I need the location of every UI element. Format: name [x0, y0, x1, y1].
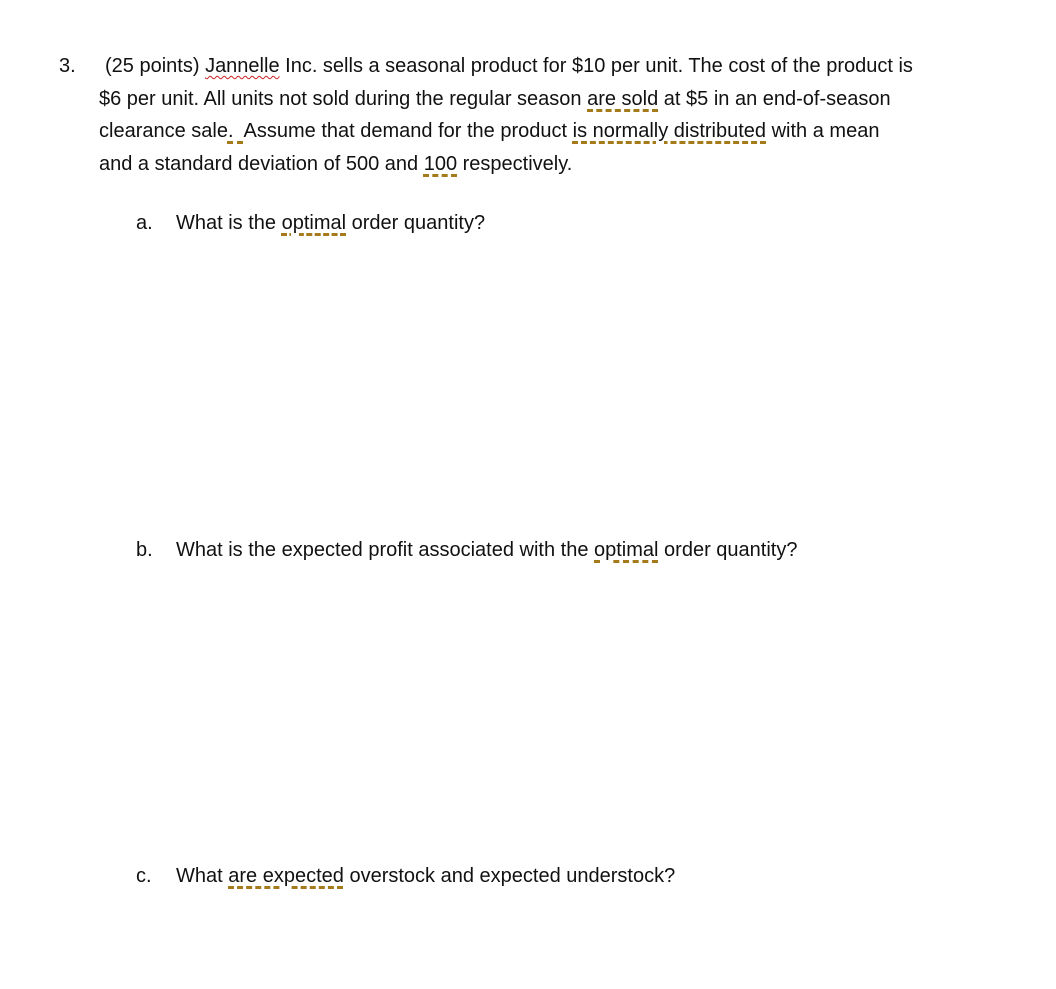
grammar-flag-are-expected[interactable]: are expected: [228, 865, 344, 887]
statement-line-3: [99, 115, 1029, 148]
part-text: order quantity?: [658, 539, 798, 561]
spelling-flag-company-name[interactable]: Jannelle: [205, 55, 280, 77]
grammar-flag-100[interactable]: 100: [423, 152, 458, 175]
problem-statement: [99, 50, 1029, 180]
part-letter: c.: [136, 865, 152, 887]
statement-text: at $5 in an end-of-season: [658, 87, 891, 110]
part-text: overstock and expected understock?: [343, 865, 676, 887]
statement-text: Inc. sells a seasonal product for $10 per unit. The cost of the product is: [279, 55, 913, 77]
statement-line-4: [99, 148, 1029, 181]
part-text: What is the: [176, 212, 282, 234]
part-text: order quantity?: [346, 212, 486, 234]
statement-line-2: [99, 83, 1029, 116]
part-text: What is the expected profit associated with the: [176, 539, 594, 561]
part-text: What: [176, 865, 229, 887]
part-b: [136, 534, 1036, 567]
grammar-flag-optimal[interactable]: optimal: [281, 212, 347, 234]
part-letter: b.: [136, 539, 153, 561]
question-number: 3.: [59, 55, 76, 77]
grammar-flag-optimal[interactable]: optimal: [594, 539, 659, 561]
statement-text: with a mean: [766, 120, 880, 142]
statement-text: $6 per unit. All units not sold during the regular season: [99, 87, 588, 110]
statement-text: Assume that demand for the product: [243, 120, 573, 142]
part-letter: a.: [136, 212, 153, 234]
statement-text: respectively.: [457, 152, 573, 175]
statement-line-1: [99, 50, 1029, 83]
statement-text: and a standard deviation of 500 and: [99, 152, 424, 175]
statement-text: clearance sale: [99, 120, 228, 142]
grammar-flag-are-sold[interactable]: are sold: [587, 87, 659, 110]
part-a: [136, 207, 1036, 240]
grammar-flag-spacing[interactable]: .: [227, 120, 244, 142]
part-c: [136, 860, 1036, 893]
grammar-flag-normally-distributed[interactable]: is normally distributed: [572, 120, 767, 142]
points-text: (25 points): [105, 55, 206, 77]
